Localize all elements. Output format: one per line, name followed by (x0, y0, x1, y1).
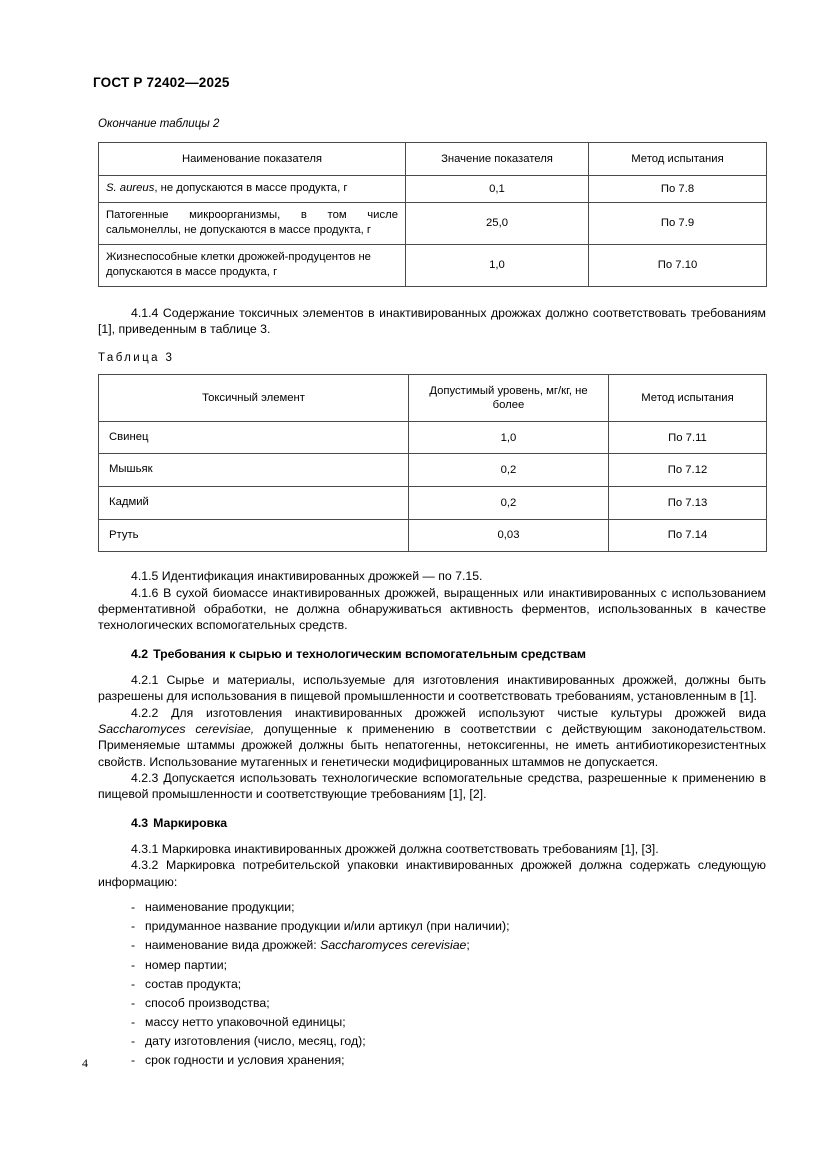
table2-header-cell: Значение показателя (406, 143, 589, 176)
paragraph-4-2-1: 4.2.1 Сырье и материалы, используемые для изготовления инактивированных дрожжей, должны быть разрешены для использования в пищевой промышленности и соответствовать требованиям, установленным в [1]. (98, 672, 766, 704)
section-heading-4-2 (98, 646, 766, 662)
table2-cell-method: По 7.8 (589, 176, 767, 203)
table-2 (98, 142, 767, 287)
paragraph-4-2-2-part-a: 4.2.2 Для изготовления инактивированных дрожжей используют чистые культуры дрожжей вида (131, 705, 766, 720)
list-dash: - (131, 900, 136, 915)
list-dash: - (131, 1034, 136, 1049)
table-row (99, 176, 767, 203)
table2-caption: Окончание таблицы 2 (98, 118, 220, 130)
list-item (98, 1032, 766, 1051)
list-item (98, 917, 766, 936)
table3-caption: Таблица 3 (98, 351, 175, 364)
table3-cell-element: Свинец (99, 421, 409, 454)
table2-cell-name: Жизнеспособные клетки дрожжей-продуцентов не допускаются в массе продукта, г (99, 244, 406, 286)
list-item-text: наименование продукции; (145, 900, 295, 915)
table2-cell-name-italic: S. aureus (106, 182, 155, 195)
list-item-text: способ производства; (145, 995, 270, 1010)
paragraph-4-3-2: 4.3.2 Маркировка потребительской упаковки инактивированных дрожжей должна содержать следующую информацию: (98, 858, 766, 889)
list-dash: - (131, 1015, 136, 1030)
table-3 (98, 374, 767, 553)
table-row (99, 487, 767, 520)
paragraph-4-1-5: 4.1.5 Идентификация инактивированных дрожжей — по 7.15. (131, 569, 483, 584)
table2-cell-method: По 7.9 (589, 202, 767, 244)
list-dash: - (131, 919, 136, 934)
section-number-4-2: 4.2 (131, 646, 149, 661)
section-title-4-3: Маркировка (153, 815, 228, 830)
table2-cell-name-rest: , не допускаются в массе продукта, г (154, 182, 348, 195)
list-item (98, 1051, 766, 1070)
table3-cell-level: 0,03 (409, 519, 609, 552)
list-item (98, 975, 766, 994)
list-item-text: дату изготовления (число, месяц, год); (145, 1034, 366, 1049)
paragraph-4-1-6: 4.1.6 В сухой биомассе инактивированных дрожжей, выращенных или инактивированных с использованием ферментативной обработки, не должна обнаруживаться активность ферментов, использованных в качестве технологических вспомогательных средств. (98, 585, 766, 633)
table-row (99, 454, 767, 487)
list-item (98, 898, 766, 917)
list-item (98, 956, 766, 975)
table3-cell-method: По 7.11 (609, 421, 767, 454)
table3-cell-level: 0,2 (409, 487, 609, 520)
table-row (99, 202, 767, 244)
list-dash: - (131, 938, 136, 953)
table2-header-cell: Метод испытания (589, 143, 767, 176)
table3-cell-method: По 7.12 (609, 454, 767, 487)
list-item-text: придуманное название продукции и/или артикул (при наличии); (145, 919, 510, 934)
table2-cell-value: 1,0 (406, 244, 589, 286)
list-dash: - (131, 995, 136, 1010)
table-row (99, 519, 767, 552)
table2-cell-value: 25,0 (406, 202, 589, 244)
paragraph-4-3-1: 4.3.1 Маркировка инактивированных дрожжей должна соответствовать требованиям [1], [3]. (131, 842, 659, 857)
list-item-italic: Saccharomyces cerevisiae (320, 938, 467, 953)
table3-cell-element: Мышьяк (99, 454, 409, 487)
list-dash: - (131, 976, 136, 991)
list-dash: - (131, 1053, 136, 1068)
list-item (98, 1013, 766, 1032)
paragraph-4-2-2-part-b: допущенные к применению в соответствии с действующим законодательством. Применяемые штаммы дрожжей должны быть непатогенны, нетоксигенны, не иметь антибиотикорезистентных свойств. Использование мутагенных и генетически модифицированных штаммов не допускается. (98, 721, 766, 769)
paragraph-4-1-4: 4.1.4 Содержание токсичных элементов в инактивированных дрожжах должно соответствовать требованиям [1], приведенным в таблице 3. (98, 306, 766, 337)
list-dash: - (131, 957, 136, 972)
list-item-text: массу нетто упаковочной единицы; (145, 1015, 346, 1030)
list-item (98, 994, 766, 1013)
list-item-text: состав продукта; (145, 976, 242, 991)
section-number-4-3: 4.3 (131, 815, 149, 830)
table3-cell-method: По 7.14 (609, 519, 767, 552)
table3-cell-level: 0,2 (409, 454, 609, 487)
table2-header-cell: Наименование показателя (99, 143, 406, 176)
section-title-4-2: Требования к сырью и технологическим вспомогательным средствам (153, 646, 587, 661)
table3-header-row (99, 374, 767, 421)
table3-cell-level: 1,0 (409, 421, 609, 454)
table3-cell-method: По 7.13 (609, 487, 767, 520)
list-item-text: номер партии; (145, 957, 228, 972)
table3-cell-element: Ртуть (99, 519, 409, 552)
table-row (99, 244, 767, 286)
table2-cell-method: По 7.10 (589, 244, 767, 286)
table2-cell-value: 0,1 (406, 176, 589, 203)
table2-cell-name: Патогенные микроорганизмы, в том числе сальмонеллы, не допускаются в массе продукта, г (99, 202, 406, 244)
section-heading-4-3 (98, 815, 766, 831)
paragraph-4-2-3: 4.2.3 Допускается использовать технологические вспомогательные средства, разрешенные к применению в пищевой промышленности и соответствующие требованиям [1], [2]. (98, 771, 766, 802)
paragraph-4-2-2-species: Saccharomyces cerevisiae, (98, 721, 255, 736)
table3-cell-element: Кадмий (99, 487, 409, 520)
table3-header-cell: Допустимый уровень, мг/кг, не более (409, 374, 609, 421)
paragraph-4-2-2 (98, 705, 766, 770)
list-item-text: срок годности и условия хранения; (145, 1053, 345, 1068)
table2-header-row (99, 143, 767, 176)
list-item-after: ; (466, 938, 470, 953)
table2-cell-name (99, 176, 406, 203)
table3-header-cell: Токсичный элемент (99, 374, 409, 421)
table3-header-cell: Метод испытания (609, 374, 767, 421)
table-row (99, 421, 767, 454)
document-standard-id: ГОСТ Р 72402—2025 (93, 75, 230, 90)
page-content (98, 118, 766, 1071)
list-item (98, 936, 766, 955)
list-item-text: наименование вида дрожжей: (145, 938, 321, 953)
marking-requirements-list (98, 898, 766, 1071)
page-number: 4 (82, 1056, 88, 1070)
